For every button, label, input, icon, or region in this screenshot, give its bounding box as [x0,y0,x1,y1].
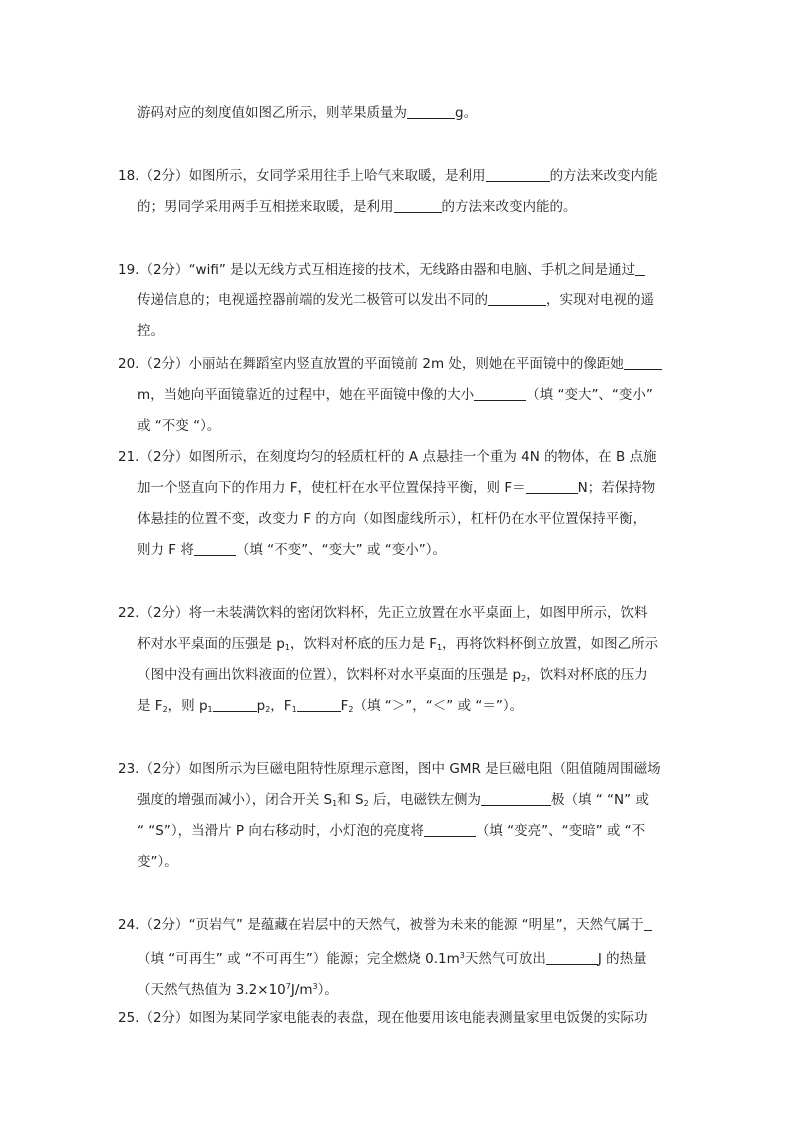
q18-line-1: 18.（2分）如图所示，女同学采用往手上哈气来取暖，是利用 的方法来改变内能 [118,168,658,184]
answer-blank[interactable] [407,104,455,119]
answer-blank[interactable] [213,697,257,712]
answer-blank[interactable] [644,916,652,931]
answer-blank[interactable] [194,541,236,556]
q22-line-4: 是 $F_2$，则 $p_1$ $p_2$，$F_1$ $F_2$（填 “＞”，“＜” 或 “＝”）。 [137,698,524,714]
answer-blank[interactable] [481,791,551,806]
q21-line-2: 加一个竖直向下的作用力 F，使杠杆在水平位置保持平衡，则 F＝ N；若保持物 [137,480,656,496]
q22-line-1: 22.（2分）将一未装满饮料的密闭饮料杯，先正立放置在水平桌面上，如图甲所示，饮料 [118,605,648,621]
answer-blank[interactable] [635,261,645,276]
q19-line-2: 传递信息的；电视遥控器前端的发光二极管可以发出不同的 ，实现对电视的遥 [137,292,654,308]
q24-line-3: （天然气热值为 $3.2\times 10^7J/m^3$）。 [137,982,338,998]
q17-line-1: 游码对应的刻度值如图乙所示，则苹果质量为 g。 [137,105,478,121]
q20-line-3: 或 “不变 “）。 [137,418,221,434]
q23-line-2: 强度的增强而减小），闭合开关 $S_1$和 $S_2$ 后，电磁铁左侧为 极（填 “ “N” 或 [137,792,649,808]
answer-blank[interactable] [394,198,442,213]
answer-blank[interactable] [546,950,598,965]
q20-line-2: m，当她向平面镜靠近的过程中，她在平面镜中像的大小 （填 “变大”、“变小” [137,387,653,403]
q21-line-1: 21.（2分）如图所示，在刻度均匀的轻质杠杆的 A 点悬挂一个重为 4N 的物体，在 B 点施 [118,449,657,465]
q23-line-3: “ “S”），当滑片 P 向右移动时，小灯泡的亮度将 （填 “变亮”、“变暗” 或 “不 [137,823,646,839]
q20-line-1: 20.（2分）小丽站在舞蹈室内竖直放置的平面镜前 2m 处，则她在平面镜中的像距她 [118,354,662,374]
answer-blank[interactable] [624,355,662,370]
q18-line-2: 的；男同学采用两手互相搓来取暖，是利用 的方法来改变内能的。 [137,199,577,215]
answer-blank[interactable] [488,291,546,306]
answer-blank[interactable] [474,386,526,401]
q25-line-1: 25.（2分）如图为某同学家电能表的表盘，现在他要用该电能表测量家里电饭煲的实际功 [118,1010,648,1026]
answer-blank[interactable] [297,697,341,712]
q21-line-4: 则力 F 将 （填 “不变”、“变大” 或 “变小”）。 [137,542,446,558]
q23-line-1: 23.（2分）如图所示为巨磁电阻特性原理示意图，图中 GMR 是巨磁电阻（阻值随周围磁场 [118,761,661,777]
q24-line-2: （填 “可再生” 或 “不可再生”）能源；完全燃烧 $0.1m^3$天然气可放出 J 的热量 [137,951,647,967]
q22-line-3: （图中没有画出饮料液面的位置），饮料杯对水平桌面的压强是 $p_2$，饮料对杯底的压力 [137,667,648,683]
q19-line-1: 19.（2分）“wifi” 是以无线方式互相连接的技术，无线路由器和电脑、手机之间是通过 [118,260,645,280]
answer-blank[interactable] [424,822,476,837]
q24-line-1: 24.（2分）“页岩气” 是蕴藏在岩层中的天然气，被誉为未来的能源 “明星”，天然气属于 [118,915,652,935]
answer-blank[interactable] [486,167,550,182]
q23-line-4: 变”）。 [137,854,178,870]
answer-blank[interactable] [526,479,578,494]
q22-line-2: 杯对水平桌面的压强是 $p_1$，饮料对杯底的压力是 $F_1$，再将饮料杯倒立放置，如图乙所示 [137,636,659,652]
q19-line-3: 控。 [137,323,164,339]
q21-line-3: 体悬挂的位置不变，改变力 F 的方向（如图虚线所示），杠杆仍在水平位置保持平衡， [137,511,647,527]
